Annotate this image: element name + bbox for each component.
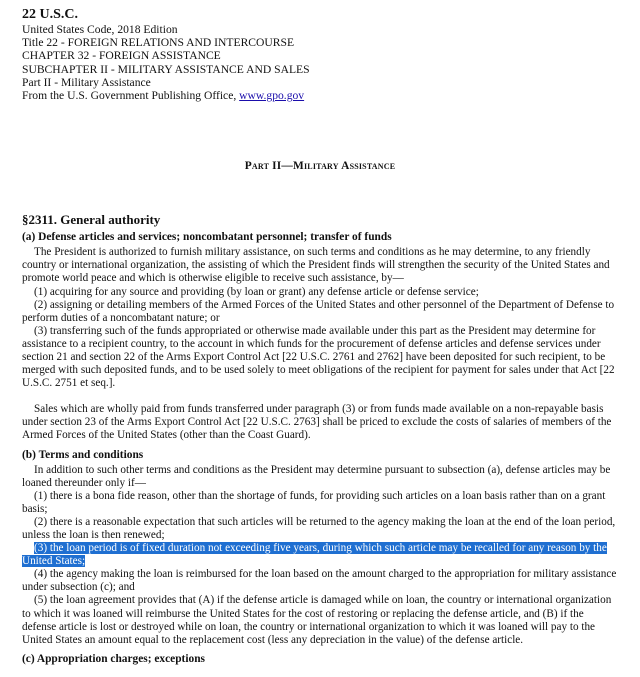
part-heading: Part II—Military Assistance bbox=[244, 160, 396, 173]
subsection-b-item-2: (2) there is a reasonable expectation that such articles will be returned to the agency making the loan at the end of the loan period, unless the loan is then renewed; bbox=[22, 515, 616, 541]
part-line: Part II - Military Assistance bbox=[22, 75, 151, 89]
subsection-b-intro: In addition to such other terms and conditions as the President may determine pursuant to subsection (a), defense articles may be loaned thereunder only if— bbox=[22, 463, 611, 489]
gpo-link[interactable]: www.gpo.gov bbox=[239, 89, 305, 103]
subsection-b-item-4: (4) the agency making the loan is reimbursed for the loan based on the amount charged to the appropriation for military assistance under subsection (c); and bbox=[22, 568, 617, 594]
subchapter-line: SUBCHAPTER II - MILITARY ASSISTANCE AND SALES bbox=[22, 62, 310, 76]
subsection-a-heading: (a) Defense articles and services; noncombatant personnel; transfer of funds bbox=[22, 231, 392, 244]
subsection-c-heading: (c) Appropriation charges; exceptions bbox=[22, 652, 205, 665]
subsection-b-heading: (b) Terms and conditions bbox=[22, 448, 144, 461]
selected-text[interactable]: (3) the loan period is of fixed duration not exceeding five years, during which such article may be recalled for any reason by the United States; bbox=[22, 542, 607, 568]
chapter-line: CHAPTER 32 - FOREIGN ASSISTANCE bbox=[22, 49, 221, 63]
subsection-a-item-3: (3) transferring such of the funds appropriated or otherwise made available under this part as the President may determine for assistance to a recipient country, to the account in which funds for the procurement of defense articles and defense services under section 21 and section 22 of the Arms Export Control Act [22 U.S.C. 2761 and 2762] have been deposited for such recipient, to be merged with such deposited funds, and to be used solely to meet obligations of the recipient for payment for sales under that Act [22 U.S.C. 2751 et seq.]. bbox=[22, 324, 615, 390]
subsection-b-item-5: (5) the loan agreement provides that (A) if the defense article is damaged while on loan, the country or international organization to which it was loaned will reimburse the United States for the cost of restoring or replacing the defense article, and (B) if the defense article is lost or destroyed while on loan, the country or international organization to which it was loaned will pay to the United States an amount equal to the replacement cost (less any depreciation in the value) of the defense article. bbox=[22, 594, 612, 646]
source-line bbox=[22, 89, 618, 102]
title-line: Title 22 - FOREIGN RELATIONS AND INTERCOURSE bbox=[22, 36, 295, 50]
subsection-b-item-1: (1) there is a bona fide reason, other than the shortage of funds, for providing such articles on a loan basis rather than on a grant basis; bbox=[22, 489, 606, 515]
subsection-b-item-3[interactable] bbox=[22, 542, 618, 568]
subsection-a-closing: Sales which are wholly paid from funds transferred under paragraph (3) or from funds made available on a non-repayable basis under section 23 of the Arms Export Control Act [22 U.S.C. 2763] shall be priced to exclude the costs of salaries of members of the Armed Forces of the United States (other than the Coast Guard). bbox=[22, 403, 612, 442]
edition-line: United States Code, 2018 Edition bbox=[22, 23, 178, 36]
source-prefix: From the U.S. Government Publishing Office, bbox=[22, 89, 240, 103]
document-title: 22 U.S.C. bbox=[22, 7, 79, 22]
section-title: §2311. General authority bbox=[22, 212, 161, 228]
subsection-a-item-1: (1) acquiring for any source and providing (by loan or grant) any defense article or defense service; bbox=[34, 285, 479, 298]
subsection-a-intro: The President is authorized to furnish military assistance, on such terms and conditions as he may determine, to any friendly country or international organization, the assisting of which the President finds will strengthen the security of the United States and promote world peace and which is otherwise eligible to receive such assistance, by— bbox=[22, 246, 610, 285]
subsection-a-item-2: (2) assigning or detailing members of the Armed Forces of the United States and other personnel of the Department of Defense to perform duties of a noncombatant nature; or bbox=[22, 298, 615, 324]
document-header bbox=[22, 6, 618, 102]
